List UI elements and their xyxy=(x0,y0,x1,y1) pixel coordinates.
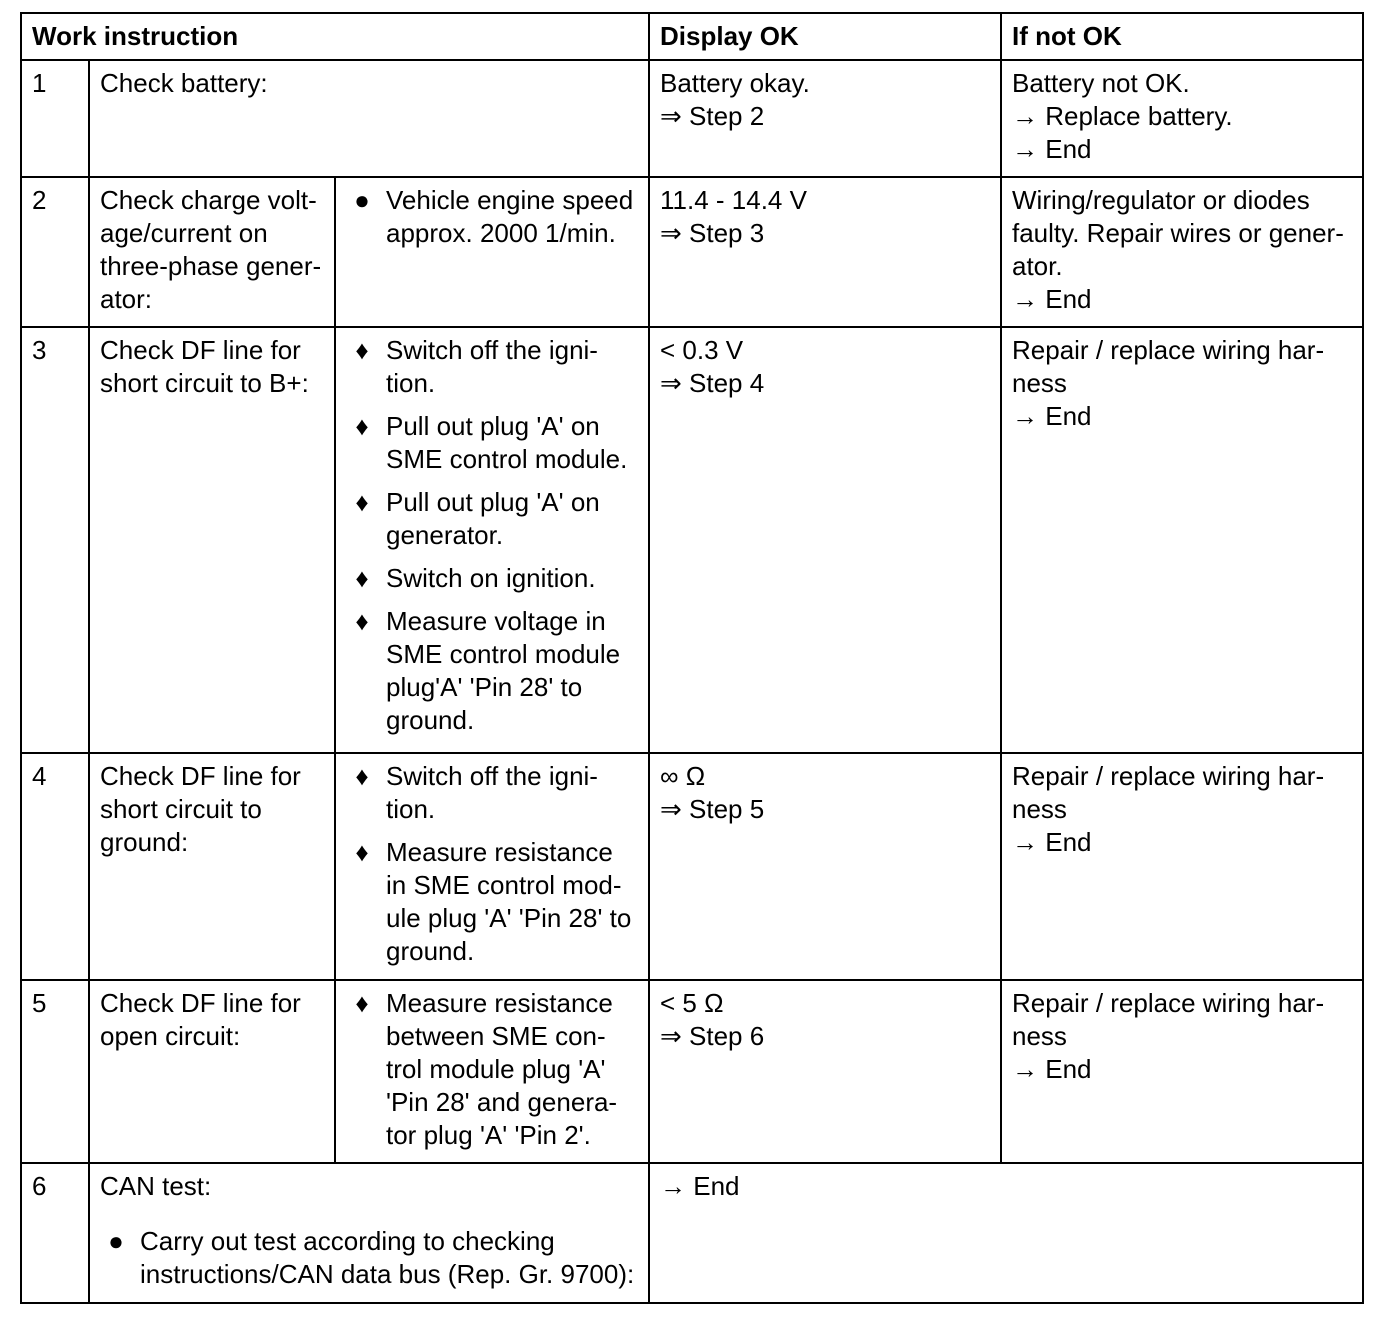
list-item xyxy=(346,605,638,737)
list-item xyxy=(100,1225,638,1291)
display-ok-cell xyxy=(649,753,1001,980)
list-item-text: Vehicle engine speed approx. 2000 1/min. xyxy=(386,185,634,248)
table-header-row xyxy=(21,13,1363,60)
display-ok-cell xyxy=(649,327,1001,753)
list-item xyxy=(346,410,638,476)
display-ok-cell xyxy=(649,60,1001,177)
if-not-ok-line: → End xyxy=(1012,1054,1092,1084)
display-ok-line: < 0.3 V xyxy=(660,335,744,365)
display-ok-line: → End xyxy=(660,1171,740,1201)
step-instruction: Check battery: xyxy=(89,60,649,177)
list-item-text: Pull out plug 'A' on SME control module. xyxy=(386,411,628,474)
list-item xyxy=(346,562,638,595)
if-not-ok-cell xyxy=(1001,60,1363,177)
display-ok-line: ⇒ Step 2 xyxy=(660,101,765,131)
list-item xyxy=(346,486,638,552)
diamond-bullet-icon: ♦ xyxy=(355,761,369,791)
display-ok-line: ∞ Ω xyxy=(660,761,706,791)
step-instruction: Check charge volt-age/current on three-phase gener-ator: xyxy=(89,177,335,327)
step-number: 2 xyxy=(21,177,89,327)
if-not-ok-cell xyxy=(1001,177,1363,327)
if-not-ok-line: Repair / replace wiring har-ness xyxy=(1012,761,1325,824)
list-item-text: Measure resistance in SME control mod-ule plug 'A' 'Pin 28' to ground. xyxy=(386,837,632,966)
bullet-icon: ● xyxy=(108,1226,124,1256)
diamond-bullet-icon: ♦ xyxy=(355,335,369,365)
diamond-bullet-icon: ♦ xyxy=(355,988,369,1018)
if-not-ok-line: Wiring/regulator or diodes faulty. Repair wires or gener-ator. xyxy=(1012,185,1344,281)
list-item-text: Pull out plug 'A' on generator. xyxy=(386,487,600,550)
if-not-ok-line: Repair / replace wiring har-ness xyxy=(1012,988,1325,1051)
if-not-ok-cell xyxy=(1001,753,1363,980)
table-row xyxy=(21,753,1363,980)
display-ok-cell xyxy=(649,177,1001,327)
if-not-ok-line: → End xyxy=(1012,134,1092,164)
step-details xyxy=(335,177,649,327)
list-item xyxy=(346,836,638,968)
list-item-text: Carry out test according to checking instructions/CAN data bus (Rep. Gr. 9700): xyxy=(140,1226,635,1289)
display-ok-line: < 5 Ω xyxy=(660,988,724,1018)
bullet-icon: ● xyxy=(354,185,370,215)
step-number: 5 xyxy=(21,980,89,1163)
if-not-ok-line: → End xyxy=(1012,401,1092,431)
display-ok-line: 11.4 - 14.4 V xyxy=(660,185,807,215)
table-row xyxy=(21,980,1363,1163)
list-item xyxy=(346,334,638,400)
step-details xyxy=(335,980,649,1163)
display-ok-line: ⇒ Step 4 xyxy=(660,368,765,398)
list-item xyxy=(346,184,638,250)
table-row xyxy=(21,60,1363,177)
diamond-bullet-icon: ♦ xyxy=(355,563,369,593)
if-not-ok-cell xyxy=(1001,980,1363,1163)
display-ok-line: ⇒ Step 3 xyxy=(660,218,765,248)
step-details xyxy=(335,327,649,753)
diamond-bullet-icon: ♦ xyxy=(355,837,369,867)
table-row xyxy=(21,177,1363,327)
display-ok-line: Battery okay. xyxy=(660,68,810,98)
step-details xyxy=(335,753,649,980)
work-instruction-table xyxy=(20,12,1364,1304)
step-instruction: Check DF line for short circuit to ground: xyxy=(89,753,335,980)
diamond-bullet-icon: ♦ xyxy=(355,411,369,441)
display-ok-line: ⇒ Step 6 xyxy=(660,1021,765,1051)
list-item-text: Switch off the igni-tion. xyxy=(386,761,598,824)
display-ok-line: ⇒ Step 5 xyxy=(660,794,765,824)
if-not-ok-line: → End xyxy=(1012,827,1092,857)
step-instruction: Check DF line for short circuit to B+: xyxy=(89,327,335,753)
list-item-text: Switch off the igni-tion. xyxy=(386,335,598,398)
step-number: 1 xyxy=(21,60,89,177)
header-if-not-ok: If not OK xyxy=(1001,13,1363,60)
display-ok-cell xyxy=(649,980,1001,1163)
if-not-ok-cell xyxy=(1001,327,1363,753)
table-row xyxy=(21,327,1363,753)
if-not-ok-line: Battery not OK. xyxy=(1012,68,1190,98)
header-work-instruction: Work instruction xyxy=(21,13,649,60)
list-item-text: Switch on ignition. xyxy=(386,563,596,593)
list-item-text: Measure resistance between SME con-trol module plug 'A' 'Pin 28' and genera-tor plug 'A' 'Pin 2'. xyxy=(386,988,618,1150)
table-row xyxy=(21,1163,1363,1303)
step-number: 6 xyxy=(21,1163,89,1303)
list-item xyxy=(346,987,638,1152)
step-number: 4 xyxy=(21,753,89,980)
diamond-bullet-icon: ♦ xyxy=(355,606,369,636)
step-number: 3 xyxy=(21,327,89,753)
header-display-ok: Display OK xyxy=(649,13,1001,60)
step-instruction: Check DF line for open circuit: xyxy=(89,980,335,1163)
if-not-ok-line: → Replace battery. xyxy=(1012,101,1233,131)
list-item-text: Measure voltage in SME control module plug'A' 'Pin 28' to ground. xyxy=(386,606,621,735)
if-not-ok-line: → End xyxy=(1012,284,1092,314)
step-instruction: CAN test: xyxy=(100,1171,212,1201)
list-item xyxy=(346,760,638,826)
step-instruction-cell xyxy=(89,1163,649,1303)
display-ok-cell xyxy=(649,1163,1363,1303)
if-not-ok-line: Repair / replace wiring har-ness xyxy=(1012,335,1325,398)
diamond-bullet-icon: ♦ xyxy=(355,487,369,517)
